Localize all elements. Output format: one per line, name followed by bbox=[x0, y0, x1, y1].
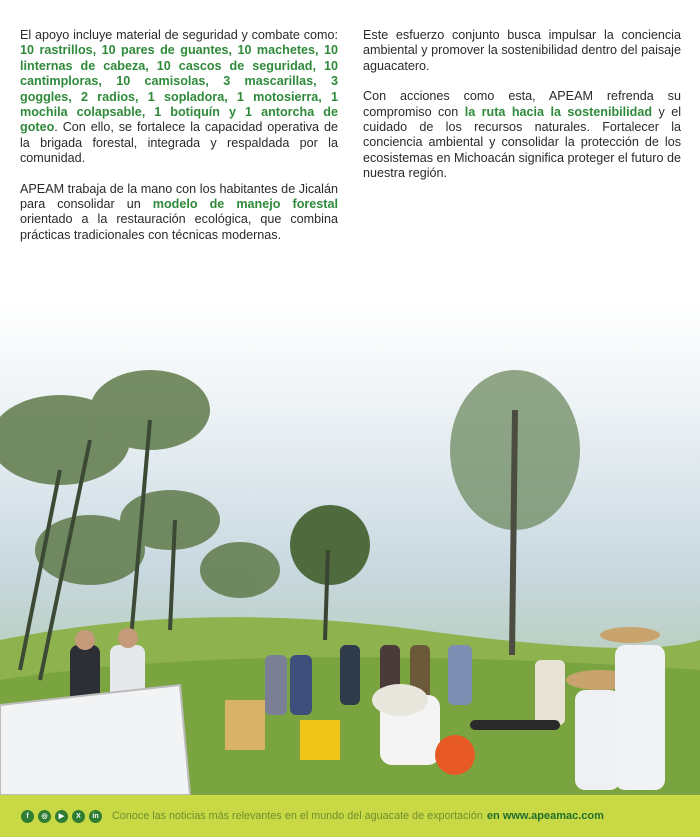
photo-illustration bbox=[0, 300, 700, 795]
facebook-icon[interactable]: f bbox=[21, 810, 34, 823]
right-column bbox=[363, 28, 681, 197]
highlight-sustainability-route: la ruta hacia la sostenibilidad bbox=[464, 104, 653, 119]
footer-bar bbox=[0, 795, 700, 837]
website-link[interactable]: en www.apeamac.com bbox=[486, 810, 604, 822]
paragraph-forest-model: APEAM trabaja de la mano con los habitantes de Jicalán para consolidar un modelo de manejo forestal orientado a la restauración ecológica, que combina prácticas tradicionales con técnicas modernas. bbox=[20, 181, 338, 242]
article-text bbox=[0, 0, 700, 300]
left-column bbox=[20, 28, 338, 258]
highlight-equipment-list: 10 rastrillos, 10 pares de guantes, 10 machetes, 10 linternas de cabeza, 10 cascos de seguridad, 10 cantimploras, 10 camisolas, 3 mascarillas, 3 goggles, 2 radios, 1 sopladora, 1 motosierra, 1 mochila colapsable, 1 botiquín y 1 antorcha de goteo bbox=[20, 43, 338, 135]
paragraph-commitment: Con acciones como esta, APEAM refrenda su compromiso con la ruta hacia la sostenibilidad y el cuidado de los recursos naturales. Fortalecer la conciencia ambiental y consolidar la protección de los ecosistemas en Michoacán significa proteger el futuro de nuestra región. bbox=[363, 89, 681, 181]
right-tree bbox=[450, 370, 580, 655]
youtube-icon[interactable]: ▶ bbox=[55, 810, 68, 823]
highlight-forest-model: modelo de manejo forestal bbox=[152, 197, 338, 212]
linkedin-icon[interactable]: in bbox=[89, 810, 102, 823]
paragraph-equipment: El apoyo incluye material de seguridad y combate como: 10 rastrillos, 10 pares de guantes, 10 machetes, 10 linternas de cabeza, 10 cascos de seguridad, 10 cantimploras, 10 camisolas, 3 mascarillas, 3 goggles, 2 radios, 1 sopladora, 1 motosierra, 1 mochila colapsable, 1 botiquín y 1 antorcha de goteo. Con ello, se fortalece la capacidad operativa de la brigada forestal, integrada y respaldada por la comunidad. bbox=[20, 28, 338, 166]
social-icons bbox=[21, 810, 102, 823]
x-icon[interactable]: X bbox=[72, 810, 85, 823]
instagram-icon[interactable]: ◎ bbox=[38, 810, 51, 823]
brigade-photo bbox=[0, 300, 700, 795]
paragraph-awareness: Este esfuerzo conjunto busca impulsar la conciencia ambiental y promover la sostenibilidad dentro del paisaje aguacatero. bbox=[363, 28, 681, 73]
footer-text: Conoce las noticias más relevantes en el mundo del aguacate de exportación bbox=[112, 810, 483, 822]
